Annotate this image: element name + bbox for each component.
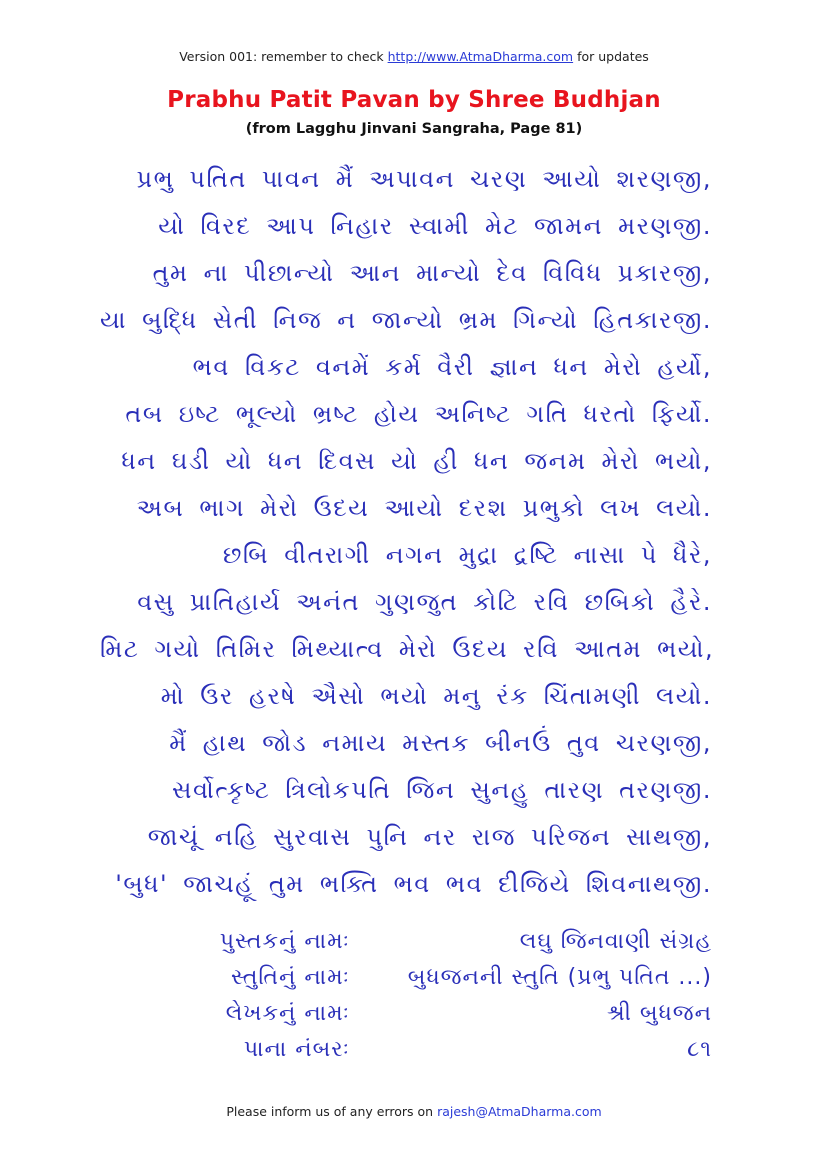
verse-line: તુમ ના પીછાન્યો આન માન્યો દેવ વિવિધ પ્રકારજી, xyxy=(152,259,712,287)
info-label: સ્તુતિનું નામઃ xyxy=(230,965,350,990)
info-row-page-number xyxy=(170,1032,712,1068)
info-row-book-name xyxy=(170,924,712,960)
info-value: ૮૧ xyxy=(687,1037,712,1062)
info-row-stuti-name xyxy=(170,960,712,996)
info-value: બુધજનની સ્તુતિ (પ્રભુ પતિત ...) xyxy=(407,965,712,990)
verse-block xyxy=(100,156,715,908)
verse-line: ધન ઘડી યો ધન દિવસ યો હી ધન જનમ મેરો ભયો, xyxy=(121,447,712,475)
info-value: લઘુ જિનવાણી સંગ્રહ xyxy=(519,929,712,954)
version-prefix: Version 001: remember to check xyxy=(179,49,388,64)
verse-line: વસુ પ્રાતિહાર્ય અનંત ગુણજુત કોટિ રવિ છબિકો હૈરે. xyxy=(137,588,712,616)
verse-line: અબ ભાગ મેરો ઉદય આયો દરશ પ્રભુકો લખ લયો. xyxy=(136,494,712,522)
verse-line: પ્રભુ પતિત પાવન મૈં અપાવન ચરણ આયો શરણજી, xyxy=(136,165,712,193)
verse-line: મો ઉર હરષે ઐસો ભયો મનુ રંક ચિંતામણી લયો. xyxy=(160,682,712,710)
version-notice xyxy=(0,49,828,64)
page-title: Prabhu Patit Pavan by Shree Budhjan xyxy=(167,87,661,113)
footer-prefix: Please inform us of any errors on xyxy=(226,1104,438,1119)
website-link[interactable]: http://www.AtmaDharma.com xyxy=(387,49,574,64)
verse-line: સર્વોત્કૃષ્ટ ત્રિલોકપતિ જિન સુનહુ તારણ તરણજી. xyxy=(172,776,712,804)
info-row-author-name xyxy=(170,996,712,1032)
verse-line: યો વિરદ આપ નિહાર સ્વામી મેટ જામન મરણજી. xyxy=(158,212,712,240)
verse-line: ભવ વિકટ વનમેં કર્મ વૈરી જ્ઞાન ધન મેરો હર્યો, xyxy=(192,353,712,381)
verse-line: મૈં હાથ જોડ નમાય મસ્તક બીનઉં તુવ ચરણજી, xyxy=(169,729,712,757)
info-label: પાના નંબરઃ xyxy=(243,1037,350,1062)
verse-line: જાચૂં નહિ સુરવાસ પુનિ નર રાજ પરિજન સાથજી, xyxy=(147,823,712,851)
page-subtitle: (from Lagghu Jinvani Sangraha, Page 81) xyxy=(245,121,583,137)
version-suffix: for updates xyxy=(573,49,649,64)
contact-email[interactable]: rajesh@AtmaDharma.com xyxy=(437,1104,602,1119)
verse-line: યા બુદ્ધિ સેતી નિજ ન જાન્યો ભ્રમ ગિન્યો હિતકારજી. xyxy=(100,306,713,334)
verse-line: મિટ ગયો તિમિર મિથ્યાત્વ મેરો ઉદય રવિ આતમ ભયો, xyxy=(100,635,715,663)
info-value: શ્રી બુધજન xyxy=(606,1001,712,1026)
verse-line: છબિ વીતરાગી નગન મુદ્રા દ્રષ્ટિ નાસા પે ધૈરે, xyxy=(222,541,712,569)
verse-line: 'બુધ' જાચહૂં તુમ ભક્તિ ભવ ભવ દીજિયે શિવનાથજી. xyxy=(115,870,712,898)
book-info-table xyxy=(170,924,712,1068)
info-label: પુસ્તકનું નામઃ xyxy=(219,929,350,954)
verse-line: તબ ઇષ્ટ ભૂલ્યો ભ્રષ્ટ હોય અનિષ્ટ ગતિ ધરતો ફિર્યો. xyxy=(125,400,712,428)
footer-notice xyxy=(0,1104,828,1119)
info-label: લેખકનું નામઃ xyxy=(225,1001,350,1026)
